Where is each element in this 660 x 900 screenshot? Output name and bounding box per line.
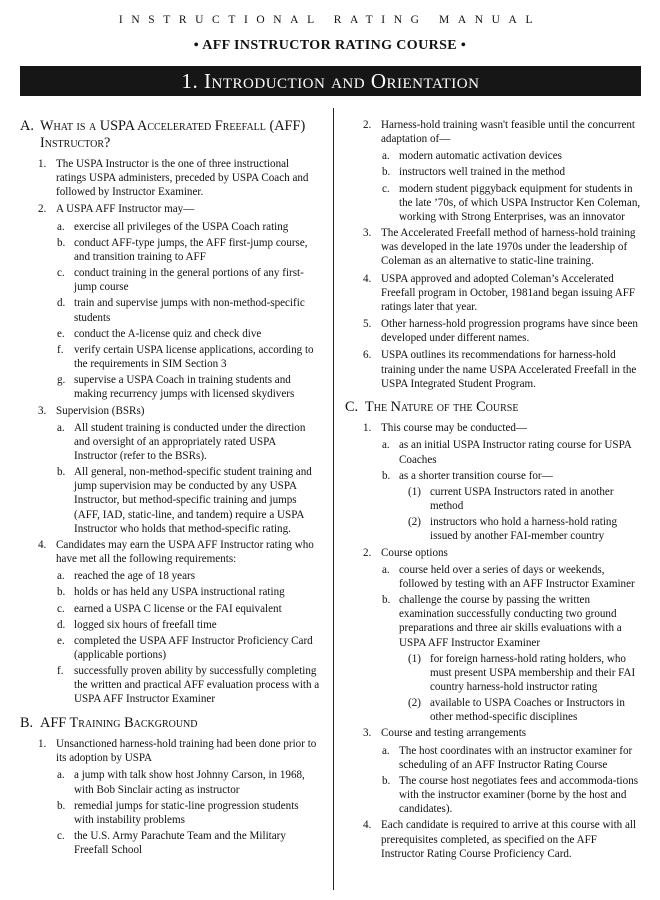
- list-text: instructors well trained in the method: [399, 166, 566, 179]
- list-item: [20, 465, 320, 536]
- list-text: course held over a series of days or weekends, followed by testing with an AFF Instructor Examiner: [399, 563, 635, 590]
- list-item: [20, 220, 320, 234]
- list-item: [20, 421, 320, 463]
- list-text: instructors who hold a harness-hold rating issued by another FAI-member country: [430, 516, 618, 543]
- list-item: [345, 272, 642, 314]
- list-marker: b.: [382, 469, 391, 482]
- list-text: This course may be conducted—: [381, 422, 528, 435]
- list-text: All general, non-method-specific student training and jump supervision may be conducted by any USPA Instructor, but method-specific training and jumps (AFF, IAD, static-line, and tandem) require a USPA Instructor who holds that method-specific rating.: [74, 466, 312, 535]
- list-marker: 1.: [363, 422, 372, 435]
- list-item: [20, 768, 320, 796]
- list-text: completed the USPA AFF Instructor Proficiency Card (applicable portions): [74, 634, 313, 661]
- list-text: exercise all privileges of the USPA Coach rating: [74, 220, 289, 233]
- list-text: A USPA AFF Instructor may—: [56, 203, 195, 216]
- list-marker: e.: [57, 634, 65, 647]
- list-marker: 2.: [38, 203, 47, 216]
- list-item: [20, 602, 320, 616]
- list-marker: c.: [57, 267, 65, 280]
- list-text: conduct the A-license quiz and check dive: [74, 327, 262, 340]
- list-marker: f.: [57, 343, 64, 356]
- list-item: [345, 593, 642, 650]
- section-letter: A.: [20, 118, 34, 134]
- list-item: [20, 327, 320, 341]
- list-item: [345, 438, 642, 466]
- list-text: remedial jumps for static-line progression students with instability problems: [74, 799, 299, 826]
- list-text: conduct AFF-type jumps, the AFF first-jump course, and transition training to AFF: [74, 236, 308, 263]
- course-subheader: • AFF INSTRUCTOR RATING COURSE •: [193, 38, 467, 53]
- list-item: [345, 744, 642, 772]
- section-heading-c: [345, 399, 642, 416]
- list-text: modern automatic activation devices: [399, 150, 562, 163]
- list-marker: e.: [57, 327, 65, 340]
- list-marker: 4.: [363, 819, 372, 832]
- chapter-title-bar: 1. Introduction and Orientation: [20, 66, 641, 96]
- list-marker: (1): [408, 652, 421, 665]
- list-text: reached the age of 18 years: [74, 570, 196, 583]
- list-marker: b.: [382, 774, 391, 787]
- list-marker: b.: [382, 166, 391, 179]
- list-marker: b.: [57, 236, 66, 249]
- list-item: [345, 726, 642, 740]
- list-item: [345, 348, 642, 390]
- list-marker: d.: [57, 618, 66, 631]
- list-marker: 4.: [38, 538, 47, 551]
- section-heading-b: [20, 715, 320, 732]
- list-text: as an initial USPA Instructor rating course for USPA Coaches: [399, 439, 632, 466]
- list-item: [20, 829, 320, 857]
- section-heading-a: [20, 118, 320, 151]
- section-letter: C.: [345, 398, 359, 415]
- section-title: What is a USPA Accelerated Freefall (AFF) Instructor?: [40, 118, 306, 151]
- list-item: [345, 317, 642, 345]
- list-item: [20, 538, 320, 566]
- list-item: [345, 226, 642, 268]
- list-marker: a.: [382, 150, 390, 163]
- list-item: [345, 515, 642, 543]
- list-item: [345, 421, 642, 435]
- list-item: [345, 546, 642, 560]
- list-marker: 3.: [363, 727, 372, 740]
- list-text: The Accelerated Freefall method of harness-hold training was developed in the late 1970s under the leadership of Coleman as an alternative to static-line training.: [381, 227, 636, 268]
- list-marker: a.: [382, 563, 390, 576]
- list-text: successfully proven ability by successfully completing the written and practical AFF evaluation process with a USPA AFF Instructor Examiner: [74, 665, 320, 706]
- list-marker: b.: [57, 466, 66, 479]
- list-marker: b.: [382, 594, 391, 607]
- list-marker: a.: [382, 439, 390, 452]
- list-text: for foreign harness-hold rating holders, who must present USPA membership and their FAI country harness-hold instructor rating: [430, 652, 636, 693]
- list-marker: b.: [57, 799, 66, 812]
- left-column: [20, 118, 320, 859]
- list-marker: a.: [57, 220, 65, 233]
- list-marker: a.: [382, 744, 390, 757]
- list-item: [20, 296, 320, 324]
- list-item: [20, 202, 320, 216]
- list-text: USPA approved and adopted Coleman’s Accelerated Freefall program in October, 1981and began issuing AFF ratings later that year.: [381, 272, 636, 313]
- list-item: [345, 485, 642, 513]
- list-text: available to USPA Coaches or Instructors in other method-specific disciplines: [430, 697, 625, 724]
- list-item: [20, 157, 320, 199]
- list-marker: (1): [408, 485, 421, 498]
- list-text: USPA outlines its recommendations for harness-hold training under the name USPA Accelerated Freefall in the USPA Integrated Student Program.: [381, 349, 637, 390]
- list-item: [20, 799, 320, 827]
- list-text: conduct training in the general portions of any first-jump course: [74, 267, 304, 294]
- list-item: [20, 236, 320, 264]
- list-marker: 1.: [38, 158, 47, 170]
- list-item: [345, 696, 642, 724]
- list-item: [20, 585, 320, 599]
- list-item: [20, 373, 320, 401]
- list-marker: a.: [57, 769, 65, 782]
- list-item: [345, 469, 642, 483]
- list-item: [20, 343, 320, 371]
- list-text: earned a USPA C license or the FAI equivalent: [74, 602, 282, 615]
- list-marker: c.: [382, 182, 390, 195]
- list-text: verify certain USPA license applications, according to the requirements in SIM Section 3: [74, 343, 314, 371]
- list-marker: 2.: [363, 546, 372, 559]
- list-marker: 5.: [363, 318, 372, 331]
- list-marker: 2.: [363, 119, 372, 131]
- list-marker: 6.: [363, 349, 372, 362]
- list-item: [20, 737, 320, 765]
- list-item: [20, 664, 320, 706]
- list-text: Unsanctioned harness-hold training had been done prior to its adoption by USPA: [56, 738, 317, 765]
- list-item: [345, 774, 642, 816]
- list-marker: 1.: [38, 738, 47, 751]
- list-text: The host coordinates with an instructor examiner for scheduling of an AFF Instructor Rating Course: [399, 744, 633, 771]
- list-marker: c.: [57, 830, 65, 843]
- list-marker: 4.: [363, 272, 372, 285]
- list-marker: f.: [57, 665, 64, 678]
- column-divider: [333, 108, 334, 890]
- list-item: [345, 182, 642, 224]
- list-text: the U.S. Army Parachute Team and the Military Freefall School: [74, 830, 286, 857]
- list-text: as a shorter transition course for—: [399, 469, 553, 482]
- list-item: [345, 149, 642, 163]
- list-item: [345, 818, 642, 860]
- list-text: current USPA Instructors rated in another method: [430, 485, 614, 513]
- list-text: Course options: [381, 546, 448, 559]
- section-title: The Nature of the Course: [365, 398, 519, 415]
- list-text: Other harness-hold progression programs have since been developed under different names.: [381, 318, 638, 345]
- list-marker: 3.: [38, 404, 47, 417]
- list-text: All student training is conducted under the direction and oversight of an appropriately rated USPA Instructor (refer to the BSRs).: [74, 421, 306, 462]
- list-item: [345, 563, 642, 591]
- list-item: [20, 266, 320, 294]
- list-text: challenge the course by passing the written examination successfully conducting two ground preparations and three air skills evaluations with a USPA AFF Instructor Examiner: [399, 594, 622, 649]
- list-marker: (2): [408, 516, 421, 529]
- list-item: [345, 165, 642, 179]
- list-marker: a.: [57, 421, 65, 434]
- list-text: Each candidate is required to arrive at this course with all prerequisites completed, as specified on the AFF Instructor Rating Course Proficiency Card.: [381, 819, 637, 860]
- list-text: Harness-hold training wasn't feasible until the concurrent adaptation of—: [381, 119, 635, 146]
- list-text: modern student piggyback equipment for students in the late ’70s, of which USPA Instructor Ken Coleman, working with Strong Enterprises, was an innovator: [399, 182, 641, 223]
- list-item: [20, 569, 320, 583]
- list-text: Candidates may earn the USPA AFF Instructor rating who have met all the following requirements:: [56, 538, 314, 566]
- list-marker: a.: [57, 570, 65, 583]
- list-marker: g.: [57, 374, 66, 387]
- list-text: Course and testing arrangements: [381, 727, 527, 740]
- list-text: a jump with talk show host Johnny Carson, in 1968, with Bob Sinclair acting as instructor: [74, 769, 305, 796]
- section-title: AFF Training Background: [40, 714, 198, 731]
- list-item: [20, 634, 320, 662]
- list-item: [345, 118, 642, 146]
- list-item: [20, 618, 320, 632]
- list-item: [345, 652, 642, 694]
- list-marker: 3.: [363, 227, 372, 240]
- right-column: [345, 118, 642, 864]
- section-letter: B.: [20, 714, 34, 731]
- list-marker: c.: [57, 602, 65, 615]
- list-text: supervise a USPA Coach in training students and making recurrency jumps with licensed skydivers: [74, 374, 295, 401]
- list-text: The course host negotiates fees and accommoda-tions with the instructor examiner (borne by the host and candidates).: [399, 774, 639, 816]
- list-text: logged six hours of freefall time: [74, 618, 217, 631]
- running-header: INSTRUCTIONAL RATING MANUAL: [118, 14, 542, 26]
- list-text: Supervision (BSRs): [56, 404, 145, 417]
- list-text: holds or has held any USPA instructional rating: [74, 586, 285, 599]
- list-marker: b.: [57, 586, 66, 599]
- list-text: The USPA Instructor is the one of three instructional ratings USPA administers, preceded by USPA Coach and followed by Instructor Examiner.: [56, 158, 309, 199]
- list-marker: d.: [57, 297, 66, 310]
- list-item: [20, 404, 320, 418]
- list-marker: (2): [408, 697, 421, 710]
- list-text: train and supervise jumps with non-method-specific students: [74, 297, 305, 324]
